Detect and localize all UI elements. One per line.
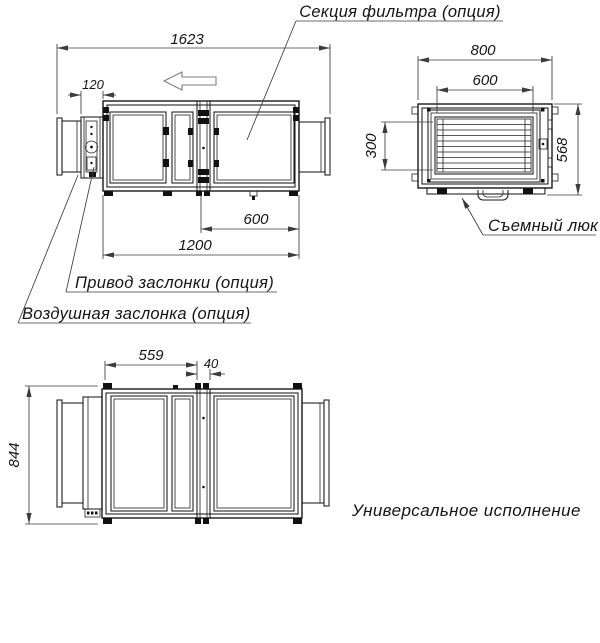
side-latches	[103, 107, 299, 183]
plan-left-duct	[57, 397, 102, 517]
damper-drive-callout	[66, 167, 277, 292]
side-right-duct	[299, 118, 330, 175]
dim-end-width	[418, 42, 552, 100]
dim-filter-length-value: 600	[243, 211, 269, 228]
dim-end-width-value: 800	[470, 42, 496, 59]
dim-end-height-value: 568	[554, 137, 571, 163]
air-damper-callout	[18, 175, 251, 323]
end-feet	[437, 188, 533, 194]
end-louver-grille	[435, 117, 533, 174]
dim-opening-width	[437, 72, 533, 113]
dim-opening-width-value: 600	[472, 72, 498, 89]
side-damper-section	[81, 117, 103, 178]
filter-section-callout	[247, 3, 503, 140]
plan-casing	[102, 389, 302, 518]
dim-opening-height-value: 300	[363, 133, 380, 159]
dim-overall-width-value: 844	[6, 442, 23, 468]
dim-joint-width-value: 40	[203, 356, 219, 371]
plan-right-duct	[302, 400, 329, 506]
end-view	[363, 42, 599, 235]
dim-total-length-value: 1623	[170, 31, 204, 48]
dim-section-length-value: 559	[138, 347, 164, 364]
air-damper-label: Воздушная заслонка (опция)	[22, 305, 251, 323]
removable-hatch-label: Съемный люк	[488, 217, 599, 235]
removable-hatch-callout	[462, 198, 599, 235]
filter-section-label: Секция фильтра (опция)	[299, 3, 501, 21]
side-left-duct	[57, 118, 81, 175]
version-caption: Универсальное исполнение	[352, 501, 581, 520]
dim-body-length-value: 1200	[178, 237, 212, 254]
plan-feet	[103, 383, 302, 524]
dim-section-length	[105, 347, 197, 380]
side-view	[18, 3, 503, 323]
damper-drive-label: Привод заслонки (опция)	[75, 274, 275, 292]
dim-filter-length	[201, 195, 299, 233]
dim-damper-length-value: 120	[82, 77, 104, 92]
end-handle	[478, 190, 508, 200]
dim-joint-width	[187, 356, 225, 380]
airflow-arrow-icon	[164, 72, 216, 90]
dim-overall-width	[6, 386, 98, 524]
plan-view	[6, 347, 329, 524]
